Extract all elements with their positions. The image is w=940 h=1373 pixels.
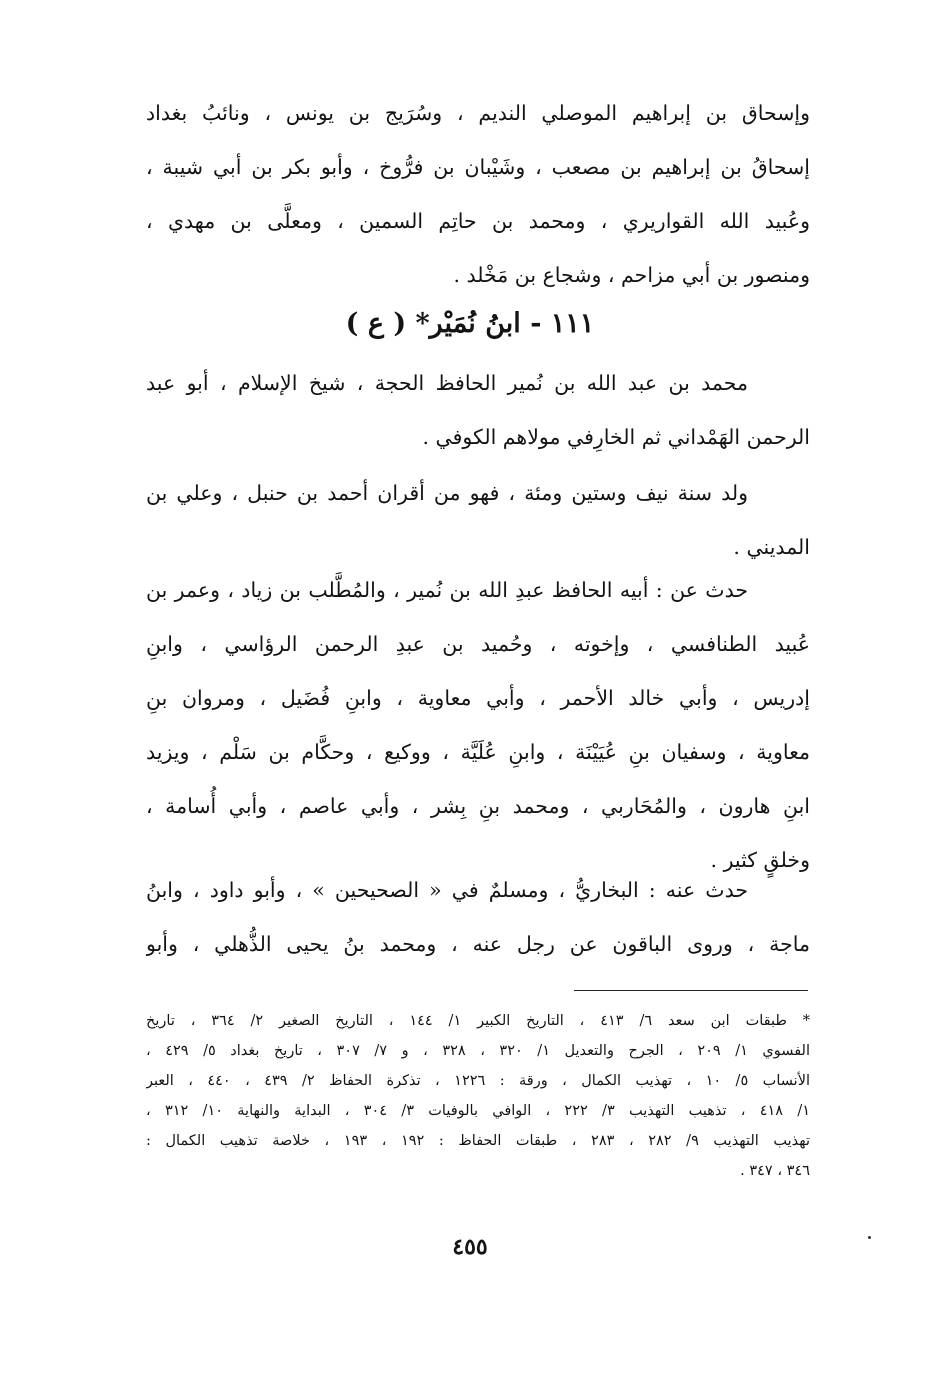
- entry-heading: ١١١ - ابنُ نُمَيْر* ( ع ): [345, 308, 595, 339]
- scan-speck: [868, 1236, 871, 1239]
- footnote-line: الأنساب ٥/ ١٠ ، تهذيب الكمال ، ورقة : ١٢٢٦ ، تذكرة الحفاظ ٢/ ٤٣٩ ، ٤٤٠ ، العبر: [146, 1073, 810, 1089]
- text-line: إسحاقُ بن إبراهيم بن مصعب ، وشَيْبان بن فرُّوخ ، وأبو بكر بن أبي شيبة ،: [146, 155, 810, 179]
- text-line: ولد سنة نيف وستين ومئة ، فهو من أقران أحمد بن حنبل ، وعلي بن: [146, 481, 748, 505]
- intro-paragraph: [146, 86, 810, 302]
- text-line: حدث عن : أبيه الحافظ عبدِ الله بن نُمير ، والمُطَّلب بن زياد ، وعمر بن: [146, 578, 748, 602]
- students-paragraph: [146, 863, 810, 971]
- footnote-line: ١/ ٤١٨ ، تذهيب التهذيب ٣/ ٢٢٢ ، الوافي بالوفيات ٣/ ٣٠٤ ، البداية والنهاية ١٠/ ٣١٢ ،: [146, 1103, 810, 1119]
- teachers-paragraph: [146, 563, 810, 887]
- text-line: عُبيد الطنافسي ، وإخوته ، وحُميد بن عبدِ الرحمن الرؤاسي ، وابنِ: [146, 632, 810, 656]
- text-line: معاوية ، وسفيان بنِ عُيَيْنَة ، وابنِ عُلَيَّة ، ووكيع ، وحكَّام بن سَلْم ، ويزيد: [146, 740, 810, 764]
- footnote-line: الفسوي ١/ ٢٠٩ ، الجرح والتعديل ١/ ٣٢٠ ، ٣٢٨ ، و ٧/ ٣٠٧ ، تاريخ بغداد ٥/ ٤٢٩ ،: [146, 1043, 810, 1059]
- text-line: المديني .: [733, 535, 810, 559]
- text-line: وعُبيد الله القواريري ، ومحمد بن حاتِم السمين ، ومعلَّى بن مهدي ،: [146, 209, 810, 233]
- text-line: وخلقٍ كثير .: [710, 848, 810, 872]
- text-line: ماجة ، وروى الباقون عن رجل عنه ، ومحمد بنُ يحيى الذُّهلي ، وأبو: [146, 932, 810, 956]
- footnote-line: تهذيب التهذيب ٩/ ٢٨٢ ، ٢٨٣ ، طبقات الحفاظ : ١٩٢ ، ١٩٣ ، خلاصة تذهيب الكمال :: [146, 1133, 810, 1149]
- text-line: محمد بن عبد الله بن نُمير الحافظ الحجة ، شيخ الإسلام ، أبو عبد: [146, 371, 748, 395]
- text-line: ابنِ هارون ، والمُحَاربي ، ومحمد بنِ بِشر ، وأبي عاصم ، وأبي أُسامة ،: [146, 794, 810, 818]
- text-line: الرحمن الهَمْداني ثم الخارِفي مولاهم الكوفي .: [422, 425, 810, 449]
- text-line: وإسحاق بن إبراهيم الموصلي النديم ، وسُرَيج بن يونس ، ونائبُ بغداد: [146, 101, 810, 125]
- page-number: ٤٥٥: [452, 1234, 488, 1260]
- footnote-line: ٣٤٦ ، ٣٤٧ .: [740, 1163, 810, 1179]
- text-line: إدريس ، وأبي خالد الأحمر ، وأبي معاوية ، وابنِ فُضَيل ، ومروان بنِ: [146, 686, 810, 710]
- text-line: ومنصور بن أبي مزاحم ، وشجاع بن مَخْلد .: [453, 263, 810, 287]
- footnote-divider: [574, 990, 808, 991]
- footnote-line: * طبقات ابن سعد ٦/ ٤١٣ ، التاريخ الكبير ١/ ١٤٤ ، التاريخ الصغير ٢/ ٣٦٤ ، تاريخ: [146, 1013, 810, 1029]
- birth-paragraph: [146, 466, 810, 574]
- text-line: حدث عنه : البخاريُّ ، ومسلمٌ في « الصحيحين » ، وأبو داود ، وابنُ: [146, 878, 748, 902]
- footnote: [146, 1006, 810, 1186]
- bio-paragraph: [146, 356, 810, 464]
